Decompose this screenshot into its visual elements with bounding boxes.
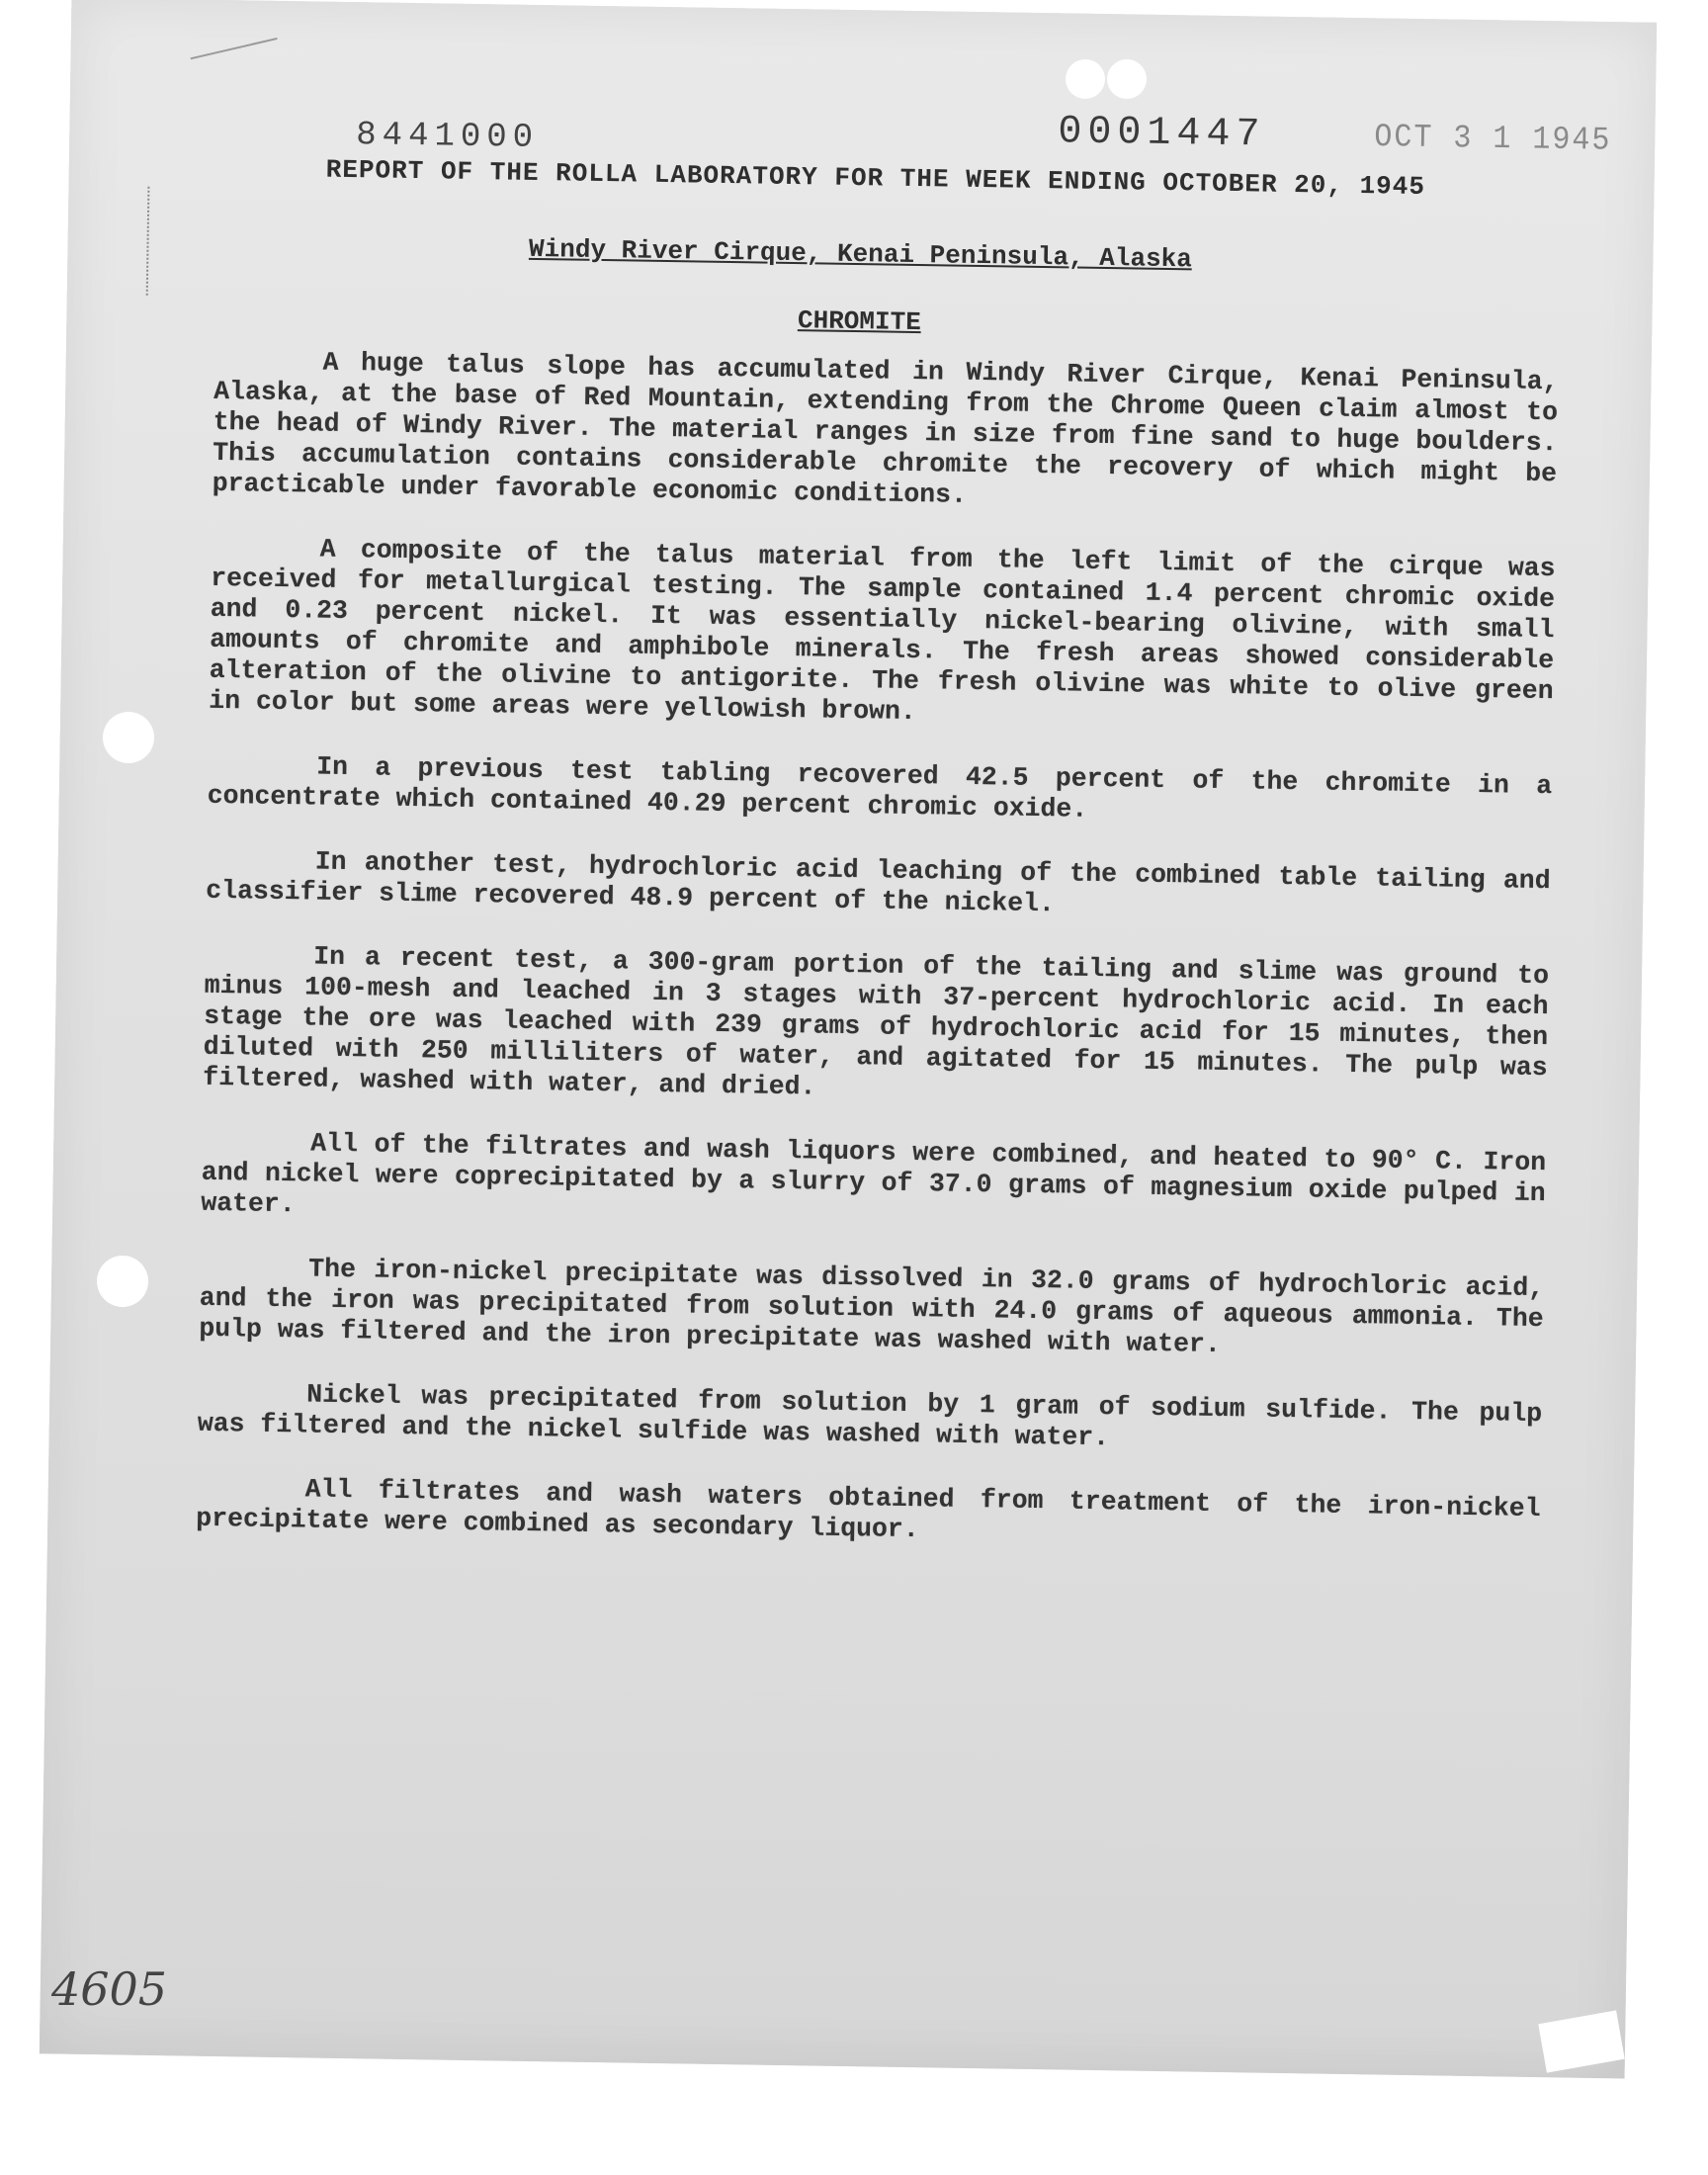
paragraph: All filtrates and wash waters obtained from treatment of the iron-nickel precipitate were combined as secondary liquor. xyxy=(196,1474,1541,1545)
document-page xyxy=(40,0,1657,2078)
punch-hole xyxy=(1107,59,1147,99)
paragraph: In a recent test, a 300-gram portion of the tailing and slime was ground to minus 100-mesh and leached in 3 stages with 37-percent hydrochloric acid. In each stage the ore was leached with 239 grams of hydrochloric acid for 15 minutes, then diluted with 250 milliliters of water, and agitated for 15 minutes. The pulp was filtered, washed with water, and dried. xyxy=(203,941,1550,1102)
report-title: REPORT OF THE ROLLA LABORATORY FOR THE WEEK ENDING OCTOBER 20, 1945 xyxy=(325,154,1426,203)
paragraph: A huge talus slope has accumulated in Windy River Cirque, Kenai Peninsula, Alaska, at the base of Red Mountain, extending from the Chrome Queen claim almost to the head of Windy River. The material ranges in size from fine sand to huge boulders. This accumulation contains considerable chromite the recovery of which might be practicable under favorable economic conditions. xyxy=(212,347,1559,510)
pencil-mark xyxy=(191,38,278,59)
subject-heading: CHROMITE xyxy=(797,305,922,338)
paragraph: The iron-nickel precipitate was dissolved in 32.0 grams of hydrochloric acid, and the iron was precipitated from solution with 24.0 grams of aqueous ammonia. The pulp was filtered and the iron precipitate was washed with water. xyxy=(199,1254,1545,1359)
punch-hole xyxy=(1066,59,1105,99)
date-received-stamp: OCT 3 1 1945 xyxy=(1374,119,1612,160)
punch-hole xyxy=(97,1256,148,1307)
paragraph: All of the filtrates and wash liquors were combined, and heated to 90° C. Iron and nickel were coprecipitated by a slurry of 37.0 grams of magnesium oxide pulped in water. xyxy=(201,1128,1547,1220)
punch-hole xyxy=(103,712,154,763)
paragraph: A composite of the talus material from the left limit of the cirque was received for metallurgical testing. The sample contained 1.4 percent chromic oxide and 0.23 percent nickel. It was essentially nickel-bearing olivine, with small amounts of chromite and amphibole minerals. The fresh areas showed considerable alteration of the olivine to antigorite. The fresh olivine was white to olive green in color but some areas were yellowish brown. xyxy=(209,534,1556,728)
location-heading: Windy River Cirque, Kenai Peninsula, Alaska xyxy=(528,233,1193,275)
report-body xyxy=(196,346,1559,1589)
document-number-stamp: 0001447 xyxy=(1058,110,1266,158)
paragraph: Nickel was precipitated from solution by 1 gram of sodium sulfide. The pulp was filtered and the nickel sulfide was washed with water. xyxy=(197,1379,1543,1453)
paragraph: In a previous test tabling recovered 42.5 percent of the chromite in a concentrate which contained 40.29 percent chromic oxide. xyxy=(207,751,1553,825)
file-number-stamp: 8441000 xyxy=(355,117,540,157)
paragraph: In another test, hydrochloric acid leaching of the combined table tailing and classifier slime recovered 48.9 percent of the nickel. xyxy=(206,846,1551,919)
handwritten-page-number: 4605 xyxy=(51,1962,168,2016)
